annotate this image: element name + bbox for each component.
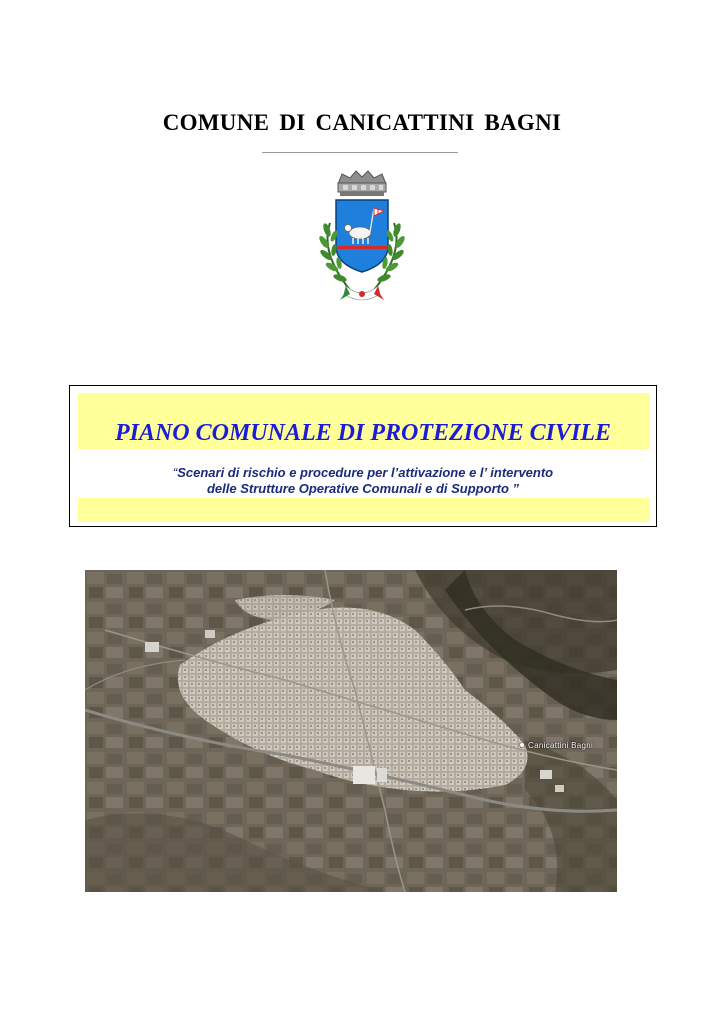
place-label: Canicattini Bagni: [528, 741, 594, 750]
aerial-photo-image: [85, 570, 617, 892]
coat-of-arms: [310, 168, 414, 306]
subtitle-line-1: Scenari di rischio e procedure per l’attivazione e l’ intervento: [177, 465, 554, 480]
plan-subtitle: [70, 465, 656, 497]
highlight-band-bottom: [78, 498, 650, 522]
plan-title: PIANO COMUNALE DI PROTEZIONE CIVILE: [114, 420, 612, 446]
municipality-title: COMUNE DI CANICATTINI BAGNI: [162, 110, 562, 135]
subtitle-open-quote: “: [172, 465, 178, 480]
subtitle-line-2: delle Strutture Operative Comunali e di Supporto ”: [206, 481, 520, 496]
plan-title-box: [69, 385, 657, 527]
location-marker-icon: [520, 743, 524, 747]
aerial-photo: [85, 570, 617, 892]
title-divider: [262, 152, 458, 153]
municipal-coat-of-arms-icon: [310, 168, 414, 306]
